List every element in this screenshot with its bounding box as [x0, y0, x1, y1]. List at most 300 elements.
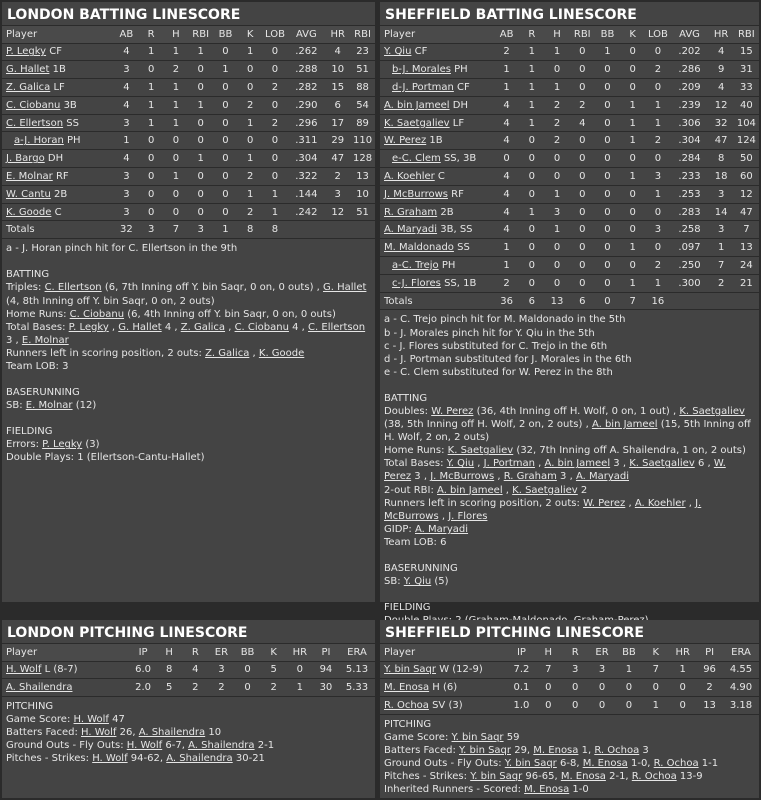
player-link[interactable]: P. Legky — [42, 439, 83, 451]
stat-cell: 0 — [620, 61, 645, 79]
column-header: Player — [380, 26, 494, 43]
stat-cell: 47 — [709, 132, 734, 150]
errors-line-label: Errors: — [6, 439, 43, 451]
panel-title: LONDON BATTING LINESCORE — [2, 2, 375, 26]
column-header: HR — [287, 644, 313, 661]
player-link[interactable]: A. bin Jameel — [384, 99, 450, 111]
stat-cell: 4 — [494, 114, 519, 132]
player-position: DH — [452, 99, 468, 111]
london-pitching-panel — [2, 620, 375, 798]
player-link[interactable]: W. Cantu — [6, 188, 51, 200]
totals-label: Totals — [2, 221, 114, 239]
player-link[interactable]: Y. Qiu — [446, 458, 475, 470]
player-cell — [2, 150, 114, 168]
stat-cell: 2 — [263, 79, 288, 97]
stat-cell: 0 — [213, 79, 238, 97]
stat-cell: .304 — [287, 150, 325, 168]
player-position: C — [437, 170, 445, 182]
spacer — [6, 373, 371, 386]
stat-cell: 5.33 — [339, 679, 375, 697]
stat-cell: 3 — [645, 221, 670, 239]
totals-cell — [325, 221, 350, 239]
player-link[interactable]: R. Ochoa — [594, 745, 640, 757]
stat-cell: 0 — [188, 79, 213, 97]
london-batting-panel — [2, 2, 375, 602]
stat-cell: 3 — [709, 185, 734, 203]
footnote: c - J. Flores substituted for C. Trejo in the 6th — [384, 340, 608, 352]
player-link[interactable]: W. Perez — [384, 458, 726, 483]
player-link[interactable]: c-J. Flores — [392, 277, 441, 289]
player-link[interactable]: Y. Qiu — [403, 576, 432, 588]
stat-cell: 4 — [114, 43, 139, 61]
stat-detail: 59 — [503, 731, 520, 743]
stat-cell: 0 — [213, 203, 238, 221]
player-link[interactable]: G. Hallet — [6, 64, 50, 76]
pitcher-row — [380, 679, 759, 697]
stat-cell: 0 — [263, 96, 288, 114]
stat-cell: 0 — [213, 114, 238, 132]
column-header: R — [182, 644, 208, 661]
player-link[interactable]: P. Legky — [68, 321, 109, 333]
stat-cell: .209 — [671, 79, 709, 97]
player-row — [380, 185, 759, 203]
player-link[interactable]: M. Enosa — [533, 745, 579, 757]
stat-detail: , — [534, 458, 545, 470]
player-link[interactable]: a-C. Trejo — [392, 259, 439, 271]
player-link[interactable]: W. Perez — [583, 497, 626, 509]
pitcher-link[interactable]: Y. bin Saqr — [384, 664, 437, 676]
stat-cell: 0 — [620, 43, 645, 61]
stat-cell: 2 — [544, 132, 569, 150]
stat-cell: 33 — [734, 79, 759, 97]
stat-cell: 1 — [238, 114, 263, 132]
player-position: 1B — [429, 135, 443, 147]
player-cell — [380, 132, 494, 150]
stat-detail: , — [625, 497, 635, 509]
player-link[interactable]: W. Perez — [431, 406, 474, 418]
pitcher-link[interactable]: M. Enosa — [384, 682, 430, 694]
column-header: AB — [494, 26, 519, 43]
stat-cell: 7 — [709, 257, 734, 275]
stat-cell: 1 — [544, 43, 569, 61]
stat-cell: 0 — [164, 132, 189, 150]
player-link[interactable]: Y. bin Saqr — [459, 745, 512, 757]
player-link[interactable]: M. Enosa — [582, 758, 628, 770]
stat-cell: 4 — [494, 221, 519, 239]
game-score-line-label: Game Score: — [6, 714, 74, 726]
stat-cell: 0 — [535, 697, 562, 715]
section-heading: BATTING — [384, 392, 428, 404]
column-header: RBI — [570, 26, 595, 43]
player-link[interactable]: A. Koehler — [634, 497, 686, 509]
player-link[interactable]: K. Saetgaliev — [679, 406, 745, 418]
player-link[interactable]: J. McBurrows — [430, 471, 495, 483]
pitcher-link[interactable]: R. Ochoa — [384, 699, 429, 711]
stat-cell: 1 — [620, 168, 645, 186]
player-row — [2, 203, 375, 221]
column-header: K — [620, 26, 645, 43]
player-link[interactable]: C. Ciobanu — [69, 308, 125, 320]
player-link[interactable]: e-C. Clem — [392, 153, 441, 165]
stat-cell: 2 — [570, 96, 595, 114]
pitcher-row — [2, 661, 375, 679]
stat-cell: 104 — [734, 114, 759, 132]
stat-cell: 1 — [238, 150, 263, 168]
stat-cell: 3 — [562, 661, 589, 679]
player-link[interactable]: C. Ellertson — [44, 282, 102, 294]
column-header: R — [519, 26, 544, 43]
player-position: C — [54, 206, 62, 218]
batters-faced-line-label: Batters Faced: — [6, 727, 81, 739]
stat-cell: 0 — [620, 185, 645, 203]
stat-cell: 2 — [645, 257, 670, 275]
stat-cell: 3 — [114, 203, 139, 221]
stat-cell: 1 — [263, 203, 288, 221]
player-link[interactable]: E. Molnar — [21, 334, 69, 346]
player-cell — [2, 168, 114, 186]
stat-cell: 3 — [645, 168, 670, 186]
player-link[interactable]: Y. bin Saqr — [504, 758, 557, 770]
stat-cell: 0 — [595, 96, 620, 114]
stat-cell: 6.0 — [130, 661, 156, 679]
player-row — [380, 274, 759, 292]
stat-cell: 3 — [325, 185, 350, 203]
player-link[interactable]: G. Hallet — [323, 282, 367, 294]
stat-cell: 8 — [709, 150, 734, 168]
player-link[interactable]: C. Ellertson — [308, 321, 366, 333]
player-link[interactable]: A. Maryadi — [575, 471, 630, 483]
doubles-line — [384, 405, 755, 444]
player-link[interactable]: A. Maryadi — [414, 523, 469, 535]
stat-cell: 5 — [261, 661, 287, 679]
game-score-line — [6, 713, 371, 726]
column-header: R — [139, 26, 164, 43]
player-position: CF — [457, 81, 470, 93]
player-link[interactable]: A. bin Jameel — [544, 458, 611, 470]
player-link[interactable]: Z. Galica — [205, 347, 250, 359]
stat-detail: (32, 7th Inning off A. Shailendra, 1 on, 2 outs) — [513, 445, 746, 457]
stat-cell: 5.13 — [339, 661, 375, 679]
stat-cell: 1 — [519, 79, 544, 97]
player-link[interactable]: H. Wolf — [73, 714, 109, 726]
stat-cell: 0 — [595, 150, 620, 168]
player-link[interactable]: R. Ochoa — [653, 758, 699, 770]
stat-cell: .233 — [671, 168, 709, 186]
risp-line-label: Runners left in scoring position, 2 outs: — [384, 497, 584, 509]
pitches-strikes-line — [6, 752, 371, 765]
stat-cell: 124 — [734, 132, 759, 150]
player-row — [380, 132, 759, 150]
player-link[interactable]: C. Ciobanu — [234, 321, 289, 333]
column-header: HR — [669, 644, 696, 661]
stat-detail: , — [502, 484, 513, 496]
player-cell — [2, 185, 114, 203]
player-link[interactable]: Y. bin Saqr — [470, 771, 523, 783]
stat-cell: 13 — [734, 239, 759, 257]
spacer — [384, 379, 755, 392]
player-link[interactable]: K. Saetgaliev — [447, 445, 514, 457]
player-link[interactable]: E. Molnar — [6, 170, 53, 182]
stat-cell: 4 — [325, 43, 350, 61]
stat-cell: 2 — [263, 114, 288, 132]
player-link[interactable]: A. Shailendra — [166, 753, 233, 765]
stat-cell: 1 — [620, 274, 645, 292]
player-link[interactable]: a-J. Horan — [14, 135, 64, 147]
home-runs-line — [384, 444, 755, 457]
stat-cell: 0 — [595, 203, 620, 221]
stat-cell: .202 — [671, 43, 709, 61]
player-link[interactable]: H. Wolf — [126, 740, 163, 752]
stat-detail: 26, — [116, 727, 139, 739]
player-link[interactable]: d-J. Portman — [392, 81, 454, 93]
player-link[interactable]: C. Ciobanu — [6, 99, 61, 111]
column-header: RBI — [734, 26, 759, 43]
stat-cell: 1 — [494, 239, 519, 257]
player-link[interactable]: R. Graham — [503, 471, 557, 483]
batters-faced-line — [6, 726, 371, 739]
stat-cell: 13 — [350, 168, 375, 186]
stat-cell: .097 — [671, 239, 709, 257]
player-link[interactable]: A. Maryadi — [384, 224, 438, 236]
game-score-line-label: Game Score: — [384, 731, 452, 743]
totals-cell — [671, 292, 709, 310]
two-out-rbi-line-label: 2-out RBI: — [384, 484, 438, 496]
stat-cell: .250 — [671, 257, 709, 275]
stat-cell: 0 — [544, 150, 569, 168]
stat-cell: 17 — [325, 114, 350, 132]
stat-cell: 1 — [544, 221, 569, 239]
player-link[interactable]: K. Saetgaliev — [512, 484, 578, 496]
player-link[interactable]: M. Enosa — [560, 771, 606, 783]
player-link[interactable]: A. bin Jameel — [437, 484, 503, 496]
stat-cell: 1 — [164, 43, 189, 61]
player-link[interactable]: b-J. Morales — [392, 64, 451, 76]
stat-cell: 1 — [494, 79, 519, 97]
player-link[interactable]: C. Ellertson — [6, 117, 64, 129]
stat-detail: (12) — [72, 400, 97, 412]
stat-cell: 0 — [238, 132, 263, 150]
stat-cell: 1 — [139, 79, 164, 97]
stat-cell: 0 — [519, 239, 544, 257]
stat-cell: 2 — [164, 61, 189, 79]
stat-cell: 1 — [114, 132, 139, 150]
player-link[interactable]: A. bin Jameel — [591, 419, 658, 431]
stat-cell: 0 — [544, 274, 569, 292]
column-header: H — [156, 644, 182, 661]
stat-cell: 0 — [645, 150, 670, 168]
stat-cell: 60 — [734, 168, 759, 186]
player-link[interactable]: Z. Galica — [6, 81, 51, 93]
stat-cell: 0 — [570, 257, 595, 275]
pitches-strikes-line-label: Pitches - Strikes: — [384, 771, 471, 783]
stat-detail: 1-1 — [698, 758, 719, 770]
pitcher-cell — [380, 697, 508, 715]
stat-cell: .288 — [287, 61, 325, 79]
stat-cell: 0 — [544, 61, 569, 79]
stat-cell: 0 — [620, 257, 645, 275]
column-header: HR — [325, 26, 350, 43]
stat-cell: 1 — [595, 43, 620, 61]
player-cell — [380, 61, 494, 79]
pitcher-cell — [380, 661, 508, 679]
home-runs-line-label: Home Runs: — [384, 445, 448, 457]
stat-cell: .283 — [671, 203, 709, 221]
column-header: ER — [208, 644, 234, 661]
pitcher-decision: W (12-9) — [436, 664, 483, 676]
player-link[interactable]: A. Shailendra — [138, 727, 206, 739]
spacer — [384, 549, 755, 562]
stat-cell: 30 — [313, 679, 339, 697]
panel-title: SHEFFIELD PITCHING LINESCORE — [380, 620, 759, 644]
player-link[interactable]: R. Graham — [384, 206, 438, 218]
player-link[interactable]: Y. Qiu — [384, 46, 412, 58]
totals-row — [2, 221, 375, 239]
stat-cell: 23 — [350, 43, 375, 61]
column-header: ER — [589, 644, 616, 661]
stat-cell: 1 — [519, 114, 544, 132]
player-link[interactable]: J. McBurrows — [384, 188, 448, 200]
stat-cell: 50 — [734, 150, 759, 168]
player-cell — [2, 203, 114, 221]
player-row — [380, 168, 759, 186]
stat-cell: 3 — [544, 203, 569, 221]
stat-cell: 1 — [620, 114, 645, 132]
player-link[interactable]: Z. Galica — [180, 321, 226, 333]
column-header: Player — [2, 644, 130, 661]
player-link[interactable]: P. Legky — [6, 46, 47, 58]
stat-cell: 0 — [595, 221, 620, 239]
stat-cell: 29 — [325, 132, 350, 150]
pitcher-cell — [2, 679, 130, 697]
stat-cell: 0 — [139, 61, 164, 79]
stat-cell: 1 — [238, 185, 263, 203]
stat-cell: 0 — [595, 257, 620, 275]
player-link[interactable]: J. Flores — [448, 510, 488, 522]
column-header: AB — [114, 26, 139, 43]
column-header: RBI — [350, 26, 375, 43]
stat-cell: 0 — [188, 132, 213, 150]
stat-cell: 4 — [114, 79, 139, 97]
column-header: H — [535, 644, 562, 661]
player-link[interactable]: M. Enosa — [524, 784, 570, 796]
player-link[interactable]: A. Koehler — [384, 170, 435, 182]
column-header: IP — [508, 644, 535, 661]
stat-cell: 0 — [669, 697, 696, 715]
stat-cell: 1 — [544, 185, 569, 203]
stat-cell: 0 — [494, 150, 519, 168]
pitcher-link[interactable]: A. Shailendra — [6, 682, 73, 694]
stat-cell: 54 — [350, 96, 375, 114]
totals-cell: 32 — [114, 221, 139, 239]
player-link[interactable]: K. Goode — [258, 347, 305, 359]
player-link[interactable]: J. McBurrows — [384, 497, 702, 522]
player-link[interactable]: H. Wolf — [92, 753, 128, 765]
player-row — [2, 150, 375, 168]
pitcher-link[interactable]: H. Wolf — [6, 664, 42, 676]
player-row — [380, 239, 759, 257]
totals-row — [380, 292, 759, 310]
player-position: LF — [452, 117, 465, 129]
player-cell — [380, 274, 494, 292]
column-header: BB — [595, 26, 620, 43]
player-cell — [380, 221, 494, 239]
stat-cell: 2 — [645, 61, 670, 79]
player-link[interactable]: Y. bin Saqr — [451, 731, 504, 743]
player-link[interactable]: K. Goode — [6, 206, 52, 218]
player-position: SS, 3B — [443, 153, 477, 165]
stat-cell: 1 — [287, 679, 313, 697]
player-position: 2B — [54, 188, 68, 200]
player-row — [2, 61, 375, 79]
column-header: AVG — [671, 26, 709, 43]
footnote: d - J. Portman substituted for J. Morales in the 6th — [384, 353, 632, 365]
player-link[interactable]: E. Molnar — [25, 400, 73, 412]
player-position: RF — [55, 170, 69, 182]
column-header: AVG — [287, 26, 325, 43]
stat-detail: (36, 4th Inning off H. Wolf, 0 on, 1 out) , — [473, 406, 680, 418]
player-link[interactable]: A. Shailendra — [188, 740, 255, 752]
player-link[interactable]: H. Wolf — [81, 727, 117, 739]
player-link[interactable]: K. Saetgaliev — [384, 117, 450, 129]
stat-cell: 1 — [164, 96, 189, 114]
stat-cell: 8 — [156, 661, 182, 679]
stat-cell: 0 — [188, 203, 213, 221]
stat-cell: 128 — [350, 150, 375, 168]
stat-detail: , — [685, 497, 696, 509]
player-link[interactable]: W. Perez — [384, 135, 427, 147]
stat-cell: .300 — [671, 274, 709, 292]
stat-detail: (4, 8th Inning off Y. bin Saqr, 0 on, 2 outs) — [6, 295, 215, 307]
stat-cell: 1 — [645, 274, 670, 292]
player-cell — [380, 239, 494, 257]
stat-cell: 3 — [709, 221, 734, 239]
stat-detail: 96-65, — [522, 771, 561, 783]
stat-cell: 1 — [188, 43, 213, 61]
player-link[interactable]: M. Maldonado — [384, 242, 454, 254]
stat-cell: 3 — [114, 114, 139, 132]
player-row — [380, 96, 759, 114]
player-position: SS — [66, 117, 79, 129]
gidp-line-label: GIDP: — [384, 523, 415, 535]
player-cell — [2, 79, 114, 97]
total-bases-line — [6, 321, 371, 347]
stat-detail: 3 , — [411, 471, 431, 483]
footnote: a - C. Trejo pinch hit for M. Maldonado in the 5th — [384, 314, 626, 326]
stat-cell: 0 — [669, 679, 696, 697]
stat-cell: 10 — [350, 185, 375, 203]
pitcher-row — [380, 661, 759, 679]
stat-cell: .262 — [287, 43, 325, 61]
stat-cell: 0 — [139, 150, 164, 168]
stat-cell: 3 — [114, 185, 139, 203]
stat-cell: .311 — [287, 132, 325, 150]
player-link[interactable]: J. Bargo — [6, 153, 45, 165]
doubles-line-label: Doubles: — [384, 406, 432, 418]
player-link[interactable]: K. Saetgaliev — [629, 458, 695, 470]
stat-detail: 13-9 — [676, 771, 703, 783]
stat-cell: 2 — [238, 96, 263, 114]
stat-cell: 7 — [734, 221, 759, 239]
player-link[interactable]: R. Ochoa — [631, 771, 677, 783]
stat-cell: 0 — [562, 697, 589, 715]
player-link[interactable]: G. Hallet — [118, 321, 162, 333]
section-heading: PITCHING — [6, 701, 54, 713]
stat-cell: 0 — [595, 132, 620, 150]
stat-cell: 4 — [494, 168, 519, 186]
totals-cell — [287, 221, 325, 239]
player-link[interactable]: J. Portman — [483, 458, 535, 470]
stat-cell: 0 — [595, 79, 620, 97]
